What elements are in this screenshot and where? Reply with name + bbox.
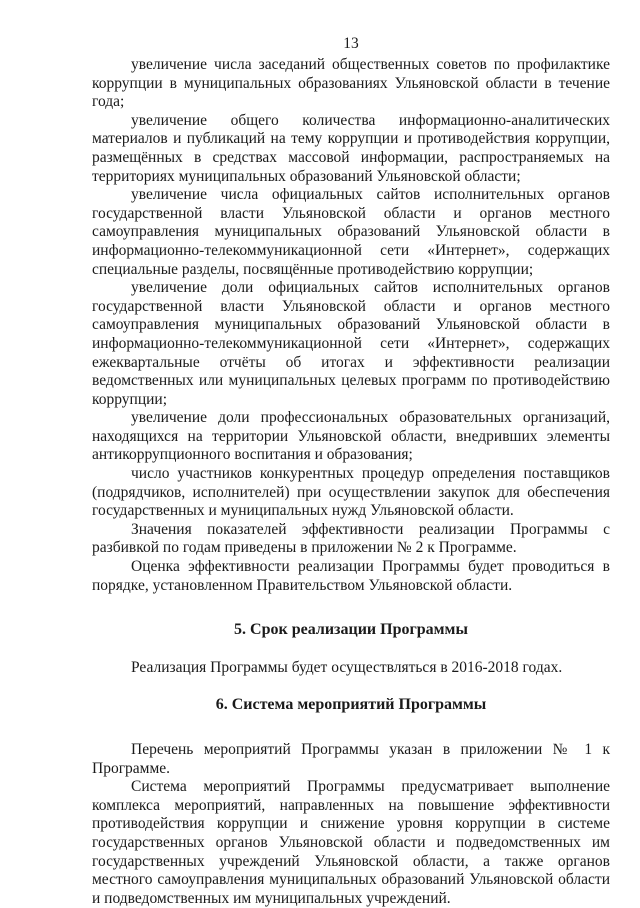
paragraph-indicator-procurement: число участников конкурентных процедур определения поставщиков (подрядчиков, исполнителей) при осуществлении закупок для обеспечения государственных и муниципальных нужд Ульяновской области. bbox=[92, 465, 610, 520]
section-6-paragraph-list: Перечень мероприятий Программы указан в приложении № 1 к Программе. bbox=[92, 741, 610, 777]
paragraph-indicator-education: увеличение доли профессиональных образовательных организаций, находящихся на территории Ульяновской области, внедривших элементы антикоррупционного воспитания и образования; bbox=[92, 409, 610, 464]
paragraph-indicator-websites: увеличение числа официальных сайтов исполнительных органов государственной власти Ульяновской области и органов местного самоуправления муниципальных образований Ульяновской области в информационно-телекоммуникационной сети «Интернет», содержащих специальные разделы, посвящённые противодействию коррупции; bbox=[92, 186, 610, 278]
document-body bbox=[92, 56, 610, 908]
section-6-heading: 6. Система мероприятий Программы bbox=[215, 696, 487, 714]
section-6-paragraph-system: Система мероприятий Программы предусматривает выполнение комплекса мероприятий, направленных на повышение эффективности противодействия коррупции и снижение уровня коррупции в системе государственных органов Ульяновской области и подведомственных им государственных учреждений Ульяновской области, а также органов местного самоуправления муниципальных образований Ульяновской области и подведомственных им муниципальных учреждений. bbox=[92, 778, 610, 907]
paragraph-indicator-reports: увеличение доли официальных сайтов исполнительных органов государственной власти Ульяновской области и органов местного самоуправления муниципальных образований Ульяновской области в информационно-телекоммуникационной сети «Интернет», содержащих ежеквартальные отчёты об итогах и эффективности реализации ведомственных или муниципальных целевых программ по противодействию коррупции; bbox=[92, 279, 610, 408]
paragraph-indicator-councils: увеличение числа заседаний общественных советов по профилактике коррупции в муниципальных образованиях Ульяновской области в течение года; bbox=[92, 56, 610, 111]
paragraph-evaluation: Оценка эффективности реализации Программы будет проводиться в порядке, установленном Правительством Ульяновской области. bbox=[92, 558, 610, 594]
paragraph-indicator-publications: увеличение общего количества информационно-аналитических материалов и публикаций на тему коррупции и противодействия коррупции, размещённых в средствах массовой информации, распространяемых на территориях муниципальных образований Ульяновской области; bbox=[92, 111, 610, 185]
section-5-text: Реализация Программы будет осуществляться в 2016-2018 годах. bbox=[131, 658, 563, 676]
section-5-heading: 5. Срок реализации Программы bbox=[234, 621, 468, 639]
page-number: 13 bbox=[343, 35, 359, 52]
paragraph-indicator-values: Значения показателей эффективности реализации Программы с разбивкой по годам приведены в приложении № 2 к Программе. bbox=[92, 520, 610, 557]
